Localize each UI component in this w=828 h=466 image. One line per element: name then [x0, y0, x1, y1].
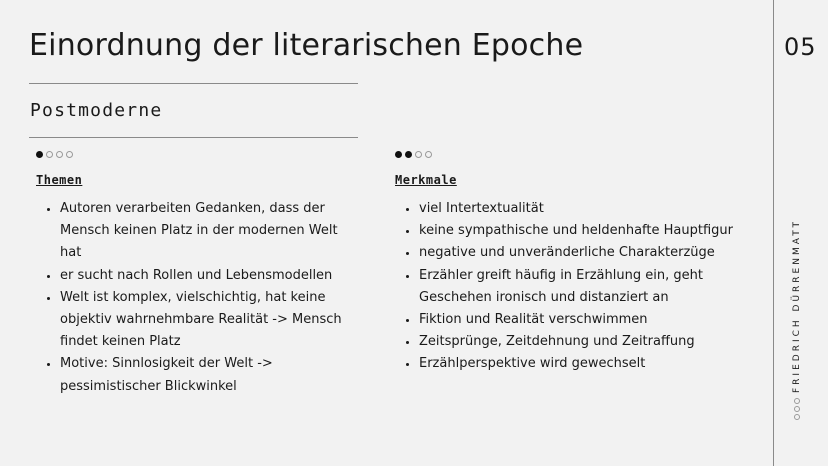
list-item: • keine sympathische und heldenhafte Hauptfigur	[419, 220, 749, 242]
list-item: • Zeitsprünge, Zeitdehnung und Zeitraffung	[419, 331, 749, 353]
themen-list	[36, 198, 360, 398]
subtitle: Postmoderne	[30, 100, 163, 121]
list-item: • er sucht nach Rollen und Lebensmodellen	[60, 265, 360, 287]
list-item: • Erzählperspektive wird gewechselt	[419, 353, 749, 375]
list-item: • Erzähler greift häufig in Erzählung ein, geht Geschehen ironisch und distanziert an	[419, 265, 749, 309]
circle-icon	[794, 406, 800, 412]
sidebar-divider	[773, 0, 774, 466]
progress-dots-left	[36, 151, 73, 158]
themen-heading: Themen	[36, 173, 83, 187]
author-name: FRIEDRICH DÜRRENMATT	[792, 218, 802, 393]
progress-dot-empty	[66, 151, 73, 158]
circle-icon	[794, 398, 800, 404]
progress-dot-empty	[56, 151, 63, 158]
progress-dot-empty	[415, 151, 422, 158]
progress-dot-filled	[395, 151, 402, 158]
decorative-dots	[794, 398, 800, 420]
title-divider	[29, 83, 358, 84]
page-title: Einordnung der literarischen Epoche	[29, 28, 584, 63]
page-number: 05	[784, 33, 817, 61]
author-label	[792, 219, 802, 420]
subtitle-divider	[29, 137, 358, 138]
merkmale-list	[395, 198, 749, 376]
list-item: • negative und unveränderliche Charakterzüge	[419, 242, 749, 264]
circle-icon	[794, 414, 800, 420]
progress-dot-empty	[425, 151, 432, 158]
progress-dot-empty	[46, 151, 53, 158]
list-item: • viel Intertextualität	[419, 198, 749, 220]
list-item: • Autoren verarbeiten Gedanken, dass der Mensch keinen Platz in der modernen Welt hat	[60, 198, 360, 265]
list-item: • Fiktion und Realität verschwimmen	[419, 309, 749, 331]
list-item: • Motive: Sinnlosigkeit der Welt -> pessimistischer Blickwinkel	[60, 353, 360, 397]
list-item: • Welt ist komplex, vielschichtig, hat keine objektiv wahrnehmbare Realität -> Mensch findet keinen Platz	[60, 287, 360, 354]
merkmale-heading: Merkmale	[395, 173, 457, 187]
progress-dots-right	[395, 151, 432, 158]
progress-dot-filled	[36, 151, 43, 158]
progress-dot-filled	[405, 151, 412, 158]
